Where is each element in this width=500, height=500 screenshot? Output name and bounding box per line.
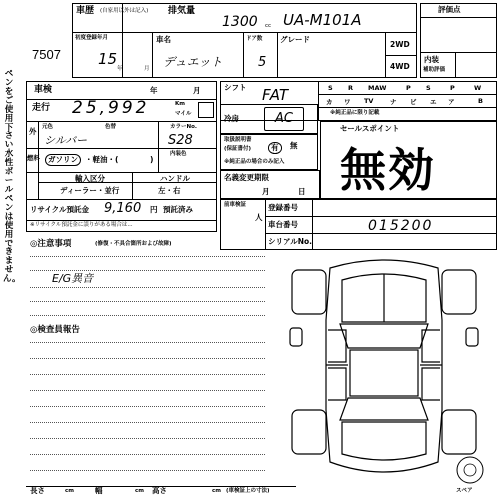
left-right-option: 左・右 bbox=[158, 186, 181, 195]
dealer-parallel-option: ディーラー・並行 bbox=[60, 186, 120, 195]
shaken-month-unit: 月 bbox=[193, 86, 201, 95]
km-unit: Km bbox=[175, 101, 185, 107]
name-change-month: 月 bbox=[262, 187, 270, 196]
shaken-label: 車検 bbox=[34, 85, 53, 95]
height-label: 高さ bbox=[152, 486, 167, 495]
model-code-value: UA-M101A bbox=[283, 11, 362, 29]
model-label: 車歴 bbox=[76, 6, 95, 16]
genuine-only-note: ※純正品に限り記載 bbox=[330, 110, 380, 116]
interior-sub-label: 補助評価 bbox=[423, 67, 446, 73]
owner-manual-label: 取扱説明書 bbox=[224, 137, 252, 143]
handle-label: ハンドル bbox=[160, 174, 190, 183]
shift-value: FAT bbox=[262, 86, 289, 104]
car-name-value: デュエット bbox=[163, 55, 223, 69]
fuel-value: ガソリン bbox=[45, 154, 81, 166]
registration-frame bbox=[220, 199, 497, 250]
height-cm: cm bbox=[212, 488, 221, 494]
interior-label: 内装 bbox=[424, 55, 439, 64]
color-value: シルバー bbox=[44, 134, 87, 147]
interior-color-label: 内装色 bbox=[170, 151, 187, 157]
notes-entry: E/G異音 bbox=[52, 272, 94, 285]
notes-label: ◎注意事項 bbox=[30, 239, 72, 249]
import-category-label: 輸入区分 bbox=[75, 174, 105, 183]
color-number-value: S28 bbox=[168, 133, 193, 148]
left-mirror-icon bbox=[290, 328, 302, 346]
length-label: 長さ bbox=[30, 486, 45, 495]
displacement-label: 排気量 bbox=[168, 6, 196, 16]
rear-left-wheel bbox=[292, 410, 326, 454]
invalid-stamp: 無効 bbox=[340, 143, 436, 197]
name-change-day: 日 bbox=[298, 187, 306, 196]
displacement-value: 1300 bbox=[222, 14, 258, 30]
first-registration-label: 初度登録年月 bbox=[75, 35, 109, 41]
ac-label: 冷房 bbox=[224, 114, 239, 123]
dimensions-note: (車検証上の寸法) bbox=[226, 488, 270, 494]
name-change-label: 名義変更期限 bbox=[224, 173, 269, 182]
car-name-label: 車名 bbox=[156, 35, 171, 44]
2wd-option: 2WD bbox=[390, 40, 410, 49]
right-mirror-icon bbox=[466, 328, 478, 346]
pen-usage-note: ペンをご使用下さい水性ボールペンは使用できません。 bbox=[3, 69, 21, 285]
color-number-label: カラーNo. bbox=[170, 124, 197, 130]
width-cm: cm bbox=[135, 488, 144, 494]
recycle-deposited: 預託済み bbox=[163, 205, 193, 214]
year-unit: 年 bbox=[117, 66, 123, 72]
fuel-close: ) bbox=[150, 155, 154, 164]
front-right-wheel bbox=[442, 270, 476, 314]
grade-label: グレード bbox=[280, 35, 310, 44]
original-color-label: 元色 bbox=[42, 124, 54, 130]
shift-label: シフト bbox=[224, 83, 247, 92]
chassis-number-label: 車台番号 bbox=[268, 220, 298, 229]
chassis-number-value: 015200 bbox=[368, 218, 434, 234]
docs-present-option: 有 bbox=[268, 142, 282, 154]
inspector-report-label: ◎検査員報告 bbox=[30, 325, 80, 335]
recycle-yen-unit: 円 bbox=[150, 205, 158, 214]
spare-tire-icon bbox=[457, 457, 483, 483]
mileage-label: 走行 bbox=[32, 103, 51, 113]
notes-sub-label: (修復・不具合箇所および故障) bbox=[95, 241, 172, 247]
width-label: 幅 bbox=[95, 486, 103, 495]
serial-number-label: シリアルNo. bbox=[268, 237, 312, 246]
4wd-option: 4WD bbox=[390, 62, 410, 71]
mile-unit: マイル bbox=[175, 111, 192, 117]
selling-point-label: セールスポイント bbox=[340, 124, 400, 133]
mileage-confirm-box bbox=[198, 102, 214, 118]
front-left-wheel bbox=[292, 270, 326, 314]
docs-absent-option: 無 bbox=[290, 141, 298, 150]
door-count-value: 5 bbox=[258, 55, 267, 70]
fuel-label: 燃料 bbox=[27, 154, 40, 162]
equipment-keys-bottom: カ ワ TV ナ ビ エ ア B bbox=[326, 97, 483, 106]
model-sub-label: (自家用以外は記入) bbox=[100, 8, 149, 14]
shaken-year-unit: 年 bbox=[150, 86, 158, 95]
month-unit: 月 bbox=[144, 66, 150, 72]
repaint-color-label: 色替 bbox=[105, 124, 117, 130]
score-label: 評価点 bbox=[438, 5, 461, 14]
spare-label: スペア bbox=[456, 488, 473, 494]
mileage-value: 25,992 bbox=[72, 98, 150, 118]
length-cm: cm bbox=[65, 488, 74, 494]
owner-manual-sub: (保証書付) bbox=[224, 146, 252, 152]
fuel-extra: ・軽油・( bbox=[85, 155, 119, 164]
recycle-deposit-label: リサイクル預託金 bbox=[30, 205, 89, 214]
lot-number: 7507 bbox=[32, 47, 61, 62]
equipment-keys-top: S R MAW P S P W bbox=[328, 84, 482, 92]
first-registration-year: 15 bbox=[98, 50, 118, 68]
rear-right-wheel bbox=[442, 410, 476, 454]
ac-value: AC bbox=[275, 111, 293, 126]
cc-unit: cc bbox=[265, 23, 272, 29]
door-count-label: ドア数 bbox=[246, 36, 263, 42]
person-unit: 人 bbox=[255, 213, 263, 222]
exterior-label: 外 bbox=[29, 127, 37, 136]
recycle-deposit-value: 9,160 bbox=[104, 201, 142, 216]
warranty-note: ※純正品の場合のみ記入 bbox=[224, 159, 285, 165]
previous-owner-label: 前車検証 bbox=[224, 202, 247, 208]
registration-number-label: 登録番号 bbox=[268, 203, 298, 212]
recycle-note: ※リサイクル預託金に誤りがある場合は... bbox=[30, 222, 133, 228]
car-damage-diagram bbox=[270, 250, 498, 490]
